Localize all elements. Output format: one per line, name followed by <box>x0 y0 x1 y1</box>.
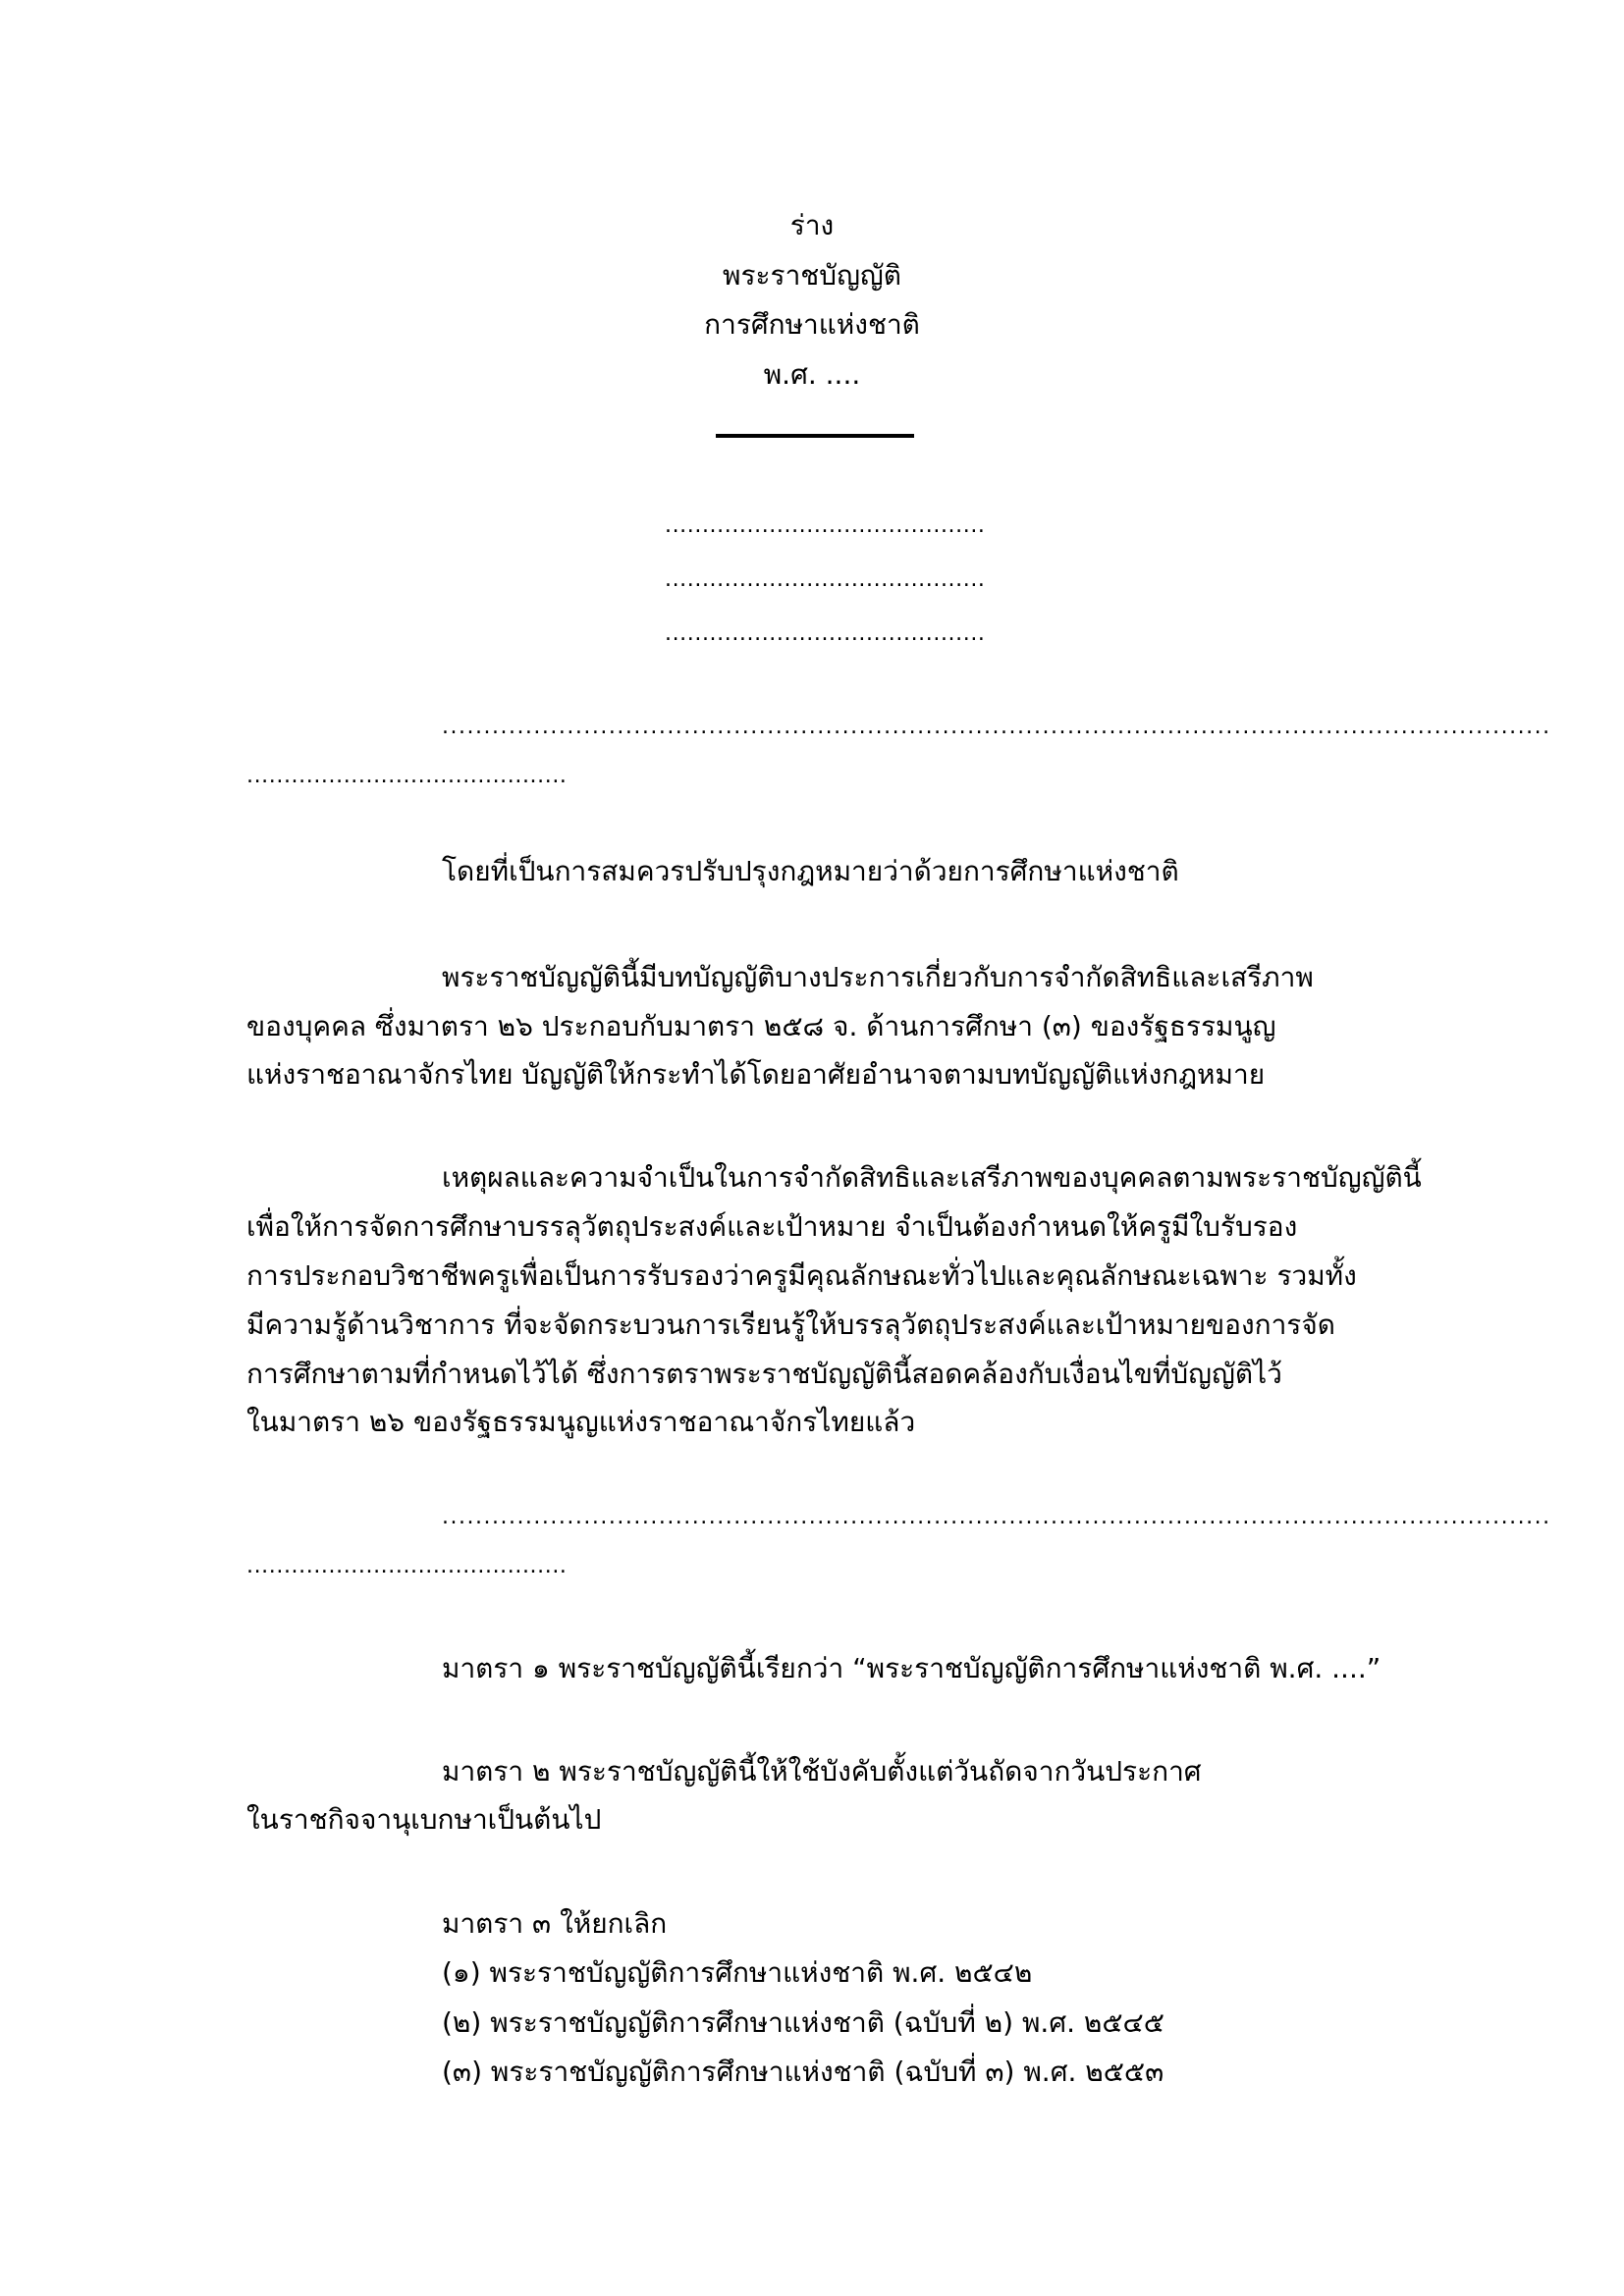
section-1: มาตรา ๑ พระราชบัญญัตินี้เรียกว่า “พระราชบัญญัติการศึกษาแห่งชาติ พ.ศ. ....” <box>442 1652 1381 1684</box>
section-2-line-1: มาตรา ๒ พระราชบัญญัตินี้ให้ใช้บังคับตั้งแต่วันถัดจากวันประกาศ <box>442 1755 1202 1788</box>
reason-line-5: การศึกษาตามที่กำหนดไว้ได้ ซึ่งการตราพระราชบัญญัตินี้สอดคล้องกับเงื่อนไขที่บัญญัติไว้ <box>246 1358 1282 1390</box>
section-3-title: มาตรา ๓ ให้ยกเลิก <box>442 1907 668 1940</box>
preamble-dots-2: ........................................... <box>665 567 986 592</box>
placeholder-line-long-2: ..................................................................................................................................... <box>442 1505 1551 1529</box>
section-3-item-1: (๑) พระราชบัญญัติการศึกษาแห่งชาติ พ.ศ. ๒๕๔๒ <box>442 1956 1033 1989</box>
restriction-line-3: แห่งราชอาณาจักรไทย บัญญัติให้กระทำได้โดยอาศัยอำนาจตามบทบัญญัติแห่งกฎหมาย <box>246 1058 1266 1091</box>
restriction-line-2: ของบุคคล ซึ่งมาตรา ๒๖ ประกอบกับมาตรา ๒๕๘ จ. ด้านการศึกษา (๓) ของรัฐธรรมนูญ <box>246 1010 1276 1042</box>
placeholder-line-short: ........................................... <box>246 764 568 788</box>
reason-line-4: มีความรู้ด้านวิชาการ ที่จะจัดกระบวนการเรียนรู้ให้บรรลุวัตถุประสงค์และเป้าหมายของการจัด <box>246 1308 1335 1341</box>
title-underline <box>716 434 914 438</box>
reason-line-2: เพื่อให้การจัดการศึกษาบรรลุวัตถุประสงค์และเป้าหมาย จำเป็นต้องกำหนดให้ครูมีใบรับรอง <box>246 1210 1298 1243</box>
preamble-dots-1: ........................................... <box>665 513 986 538</box>
section-2-line-2: ในราชกิจจานุเบกษาเป็นต้นไป <box>246 1803 602 1836</box>
reason-line-6: ในมาตรา ๒๖ ของรัฐธรรมนูญแห่งราชอาณาจักรไทยแล้ว <box>246 1406 916 1438</box>
reason-line-1: เหตุผลและความจำเป็นในการจำกัดสิทธิและเสรีภาพของบุคคลตามพระราชบัญญัตินี้ <box>442 1161 1422 1194</box>
section-3-item-2: (๒) พระราชบัญญัติการศึกษาแห่งชาติ (ฉบับที่ ๒) พ.ศ. ๒๕๔๕ <box>442 2006 1164 2039</box>
whereas-paragraph: โดยที่เป็นการสมควรปรับปรุงกฎหมายว่าด้วยการศึกษาแห่งชาติ <box>442 855 1179 887</box>
reason-line-3: การประกอบวิชาชีพครูเพื่อเป็นการรับรองว่าครูมีคุณลักษณะทั่วไปและคุณลักษณะเฉพาะ รวมทั้ง <box>246 1259 1357 1292</box>
act-name: การศึกษาแห่งชาติ <box>704 308 920 341</box>
preamble-dots-3: ........................................... <box>665 621 986 646</box>
act-label: พระราชบัญญัติ <box>723 259 901 292</box>
year-label: พ.ศ. .... <box>763 358 861 391</box>
placeholder-line-short-2: ........................................... <box>246 1554 568 1578</box>
restriction-line-1: พระราชบัญญัตินี้มีบทบัญญัติบางประการเกี่ยวกับการจำกัดสิทธิและเสรีภาพ <box>442 961 1314 993</box>
draft-label: ร่าง <box>789 209 835 241</box>
section-3-item-3: (๓) พระราชบัญญัติการศึกษาแห่งชาติ (ฉบับที่ ๓) พ.ศ. ๒๕๕๓ <box>442 2056 1164 2088</box>
placeholder-line-long: ..................................................................................................................................... <box>442 715 1551 739</box>
